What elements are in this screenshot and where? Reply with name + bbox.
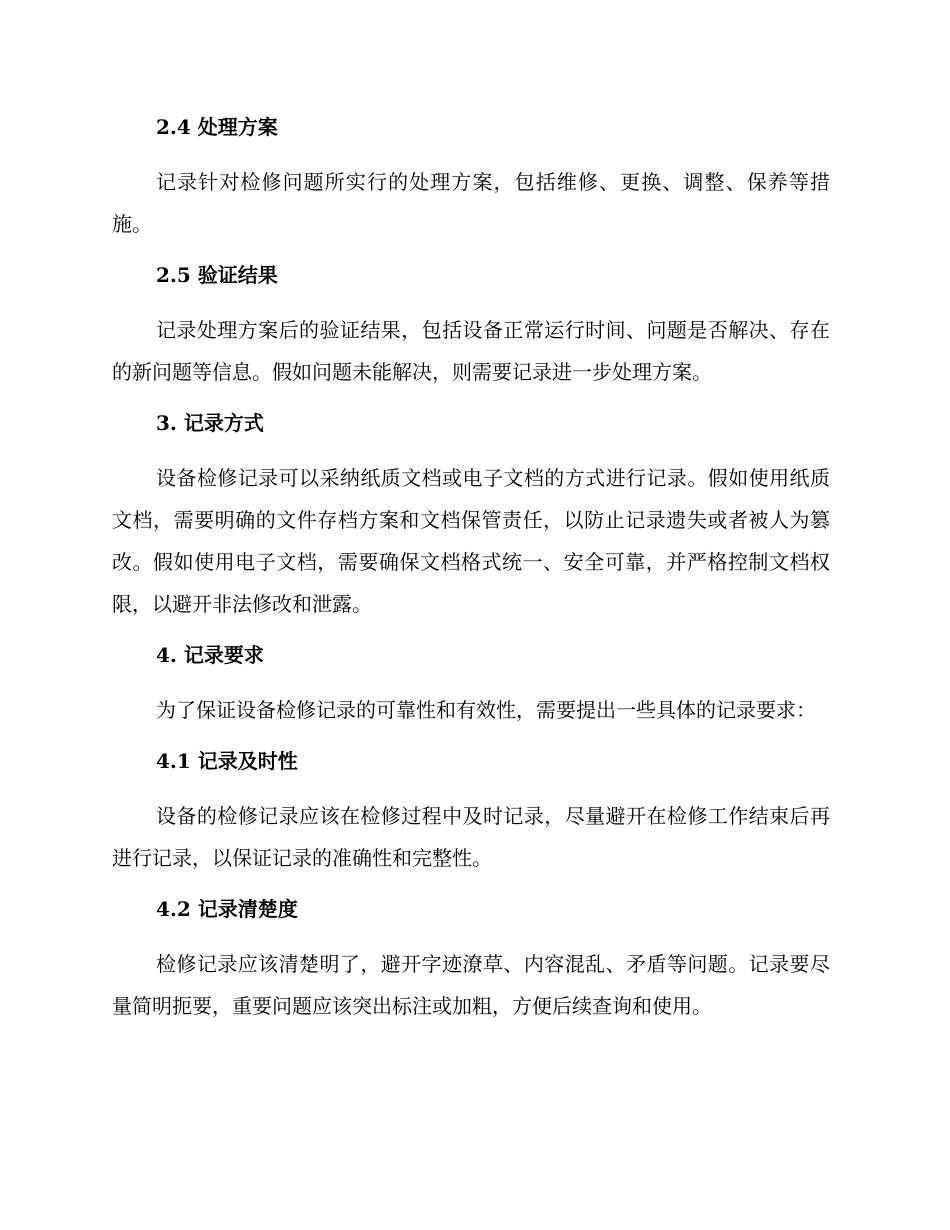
section-text-4: 为了保证设备检修记录的可靠性和有效性，需要提出一些具体的记录要求： xyxy=(156,698,816,722)
section-text-2-4: 记录针对检修问题所实行的处理方案，包括维修、更换、调整、保养等措施。 xyxy=(112,170,830,236)
section-heading-3: 3. 记录方式 xyxy=(156,411,264,435)
section-text-3: 设备检修记录可以采纳纸质文档或电子文档的方式进行记录。假如使用纸质文档，需要明确的文件存档方案和文档保管责任，以防止记录遗失或者被人为篡改。假如使用电子文档，需要确保文档格式统一、安全可靠，并严格控制文档权限，以避开非法修改和泄露。 xyxy=(112,466,830,616)
section-heading-4-2: 4.2 记录清楚度 xyxy=(156,897,298,921)
section-text-2-5: 记录处理方案后的验证结果，包括设备正常运行时间、问题是否解决、存在的新问题等信息。假如问题未能解决，则需要记录进一步处理方案。 xyxy=(112,318,830,384)
section-text-4-2: 检修记录应该清楚明了，避开字迹潦草、内容混乱、矛盾等问题。记录要尽量简明扼要，重要问题应该突出标注或加粗，方便后续查询和使用。 xyxy=(112,952,830,1018)
section-text-4-1: 设备的检修记录应该在检修过程中及时记录，尽量避开在检修工作结束后再进行记录，以保证记录的准确性和完整性。 xyxy=(112,804,830,870)
section-heading-4: 4. 记录要求 xyxy=(156,643,264,667)
section-heading-2-4: 2.4 处理方案 xyxy=(156,115,278,139)
section-heading-2-5: 2.5 验证结果 xyxy=(156,263,278,287)
document-body xyxy=(112,109,830,1027)
section-heading-4-1: 4.1 记录及时性 xyxy=(156,749,298,773)
